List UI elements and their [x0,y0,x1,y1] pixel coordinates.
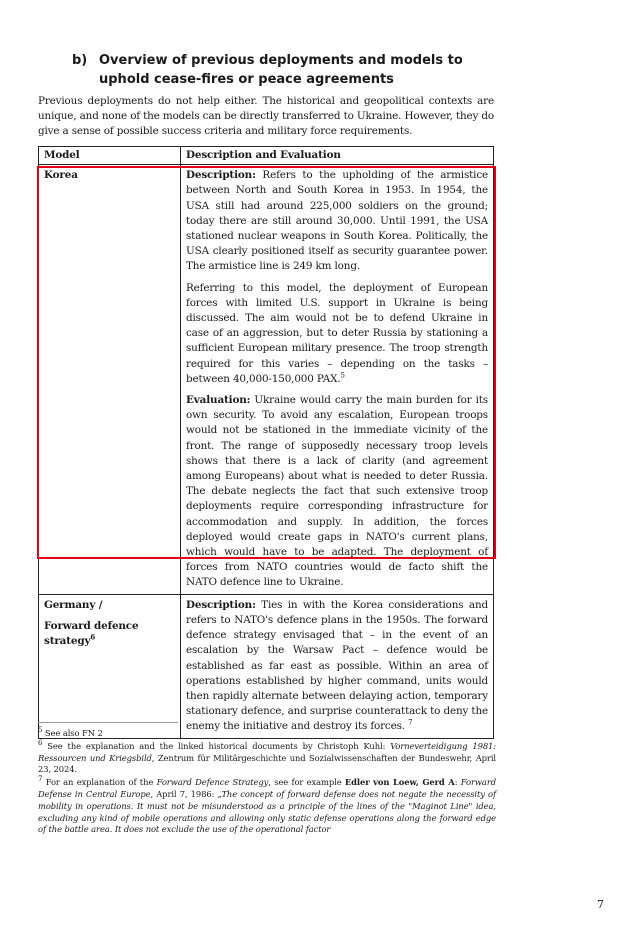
section-heading [72,51,502,89]
evaluation-text: Ukraine would carry the main burden for its own security. To avoid any escalation, European troops would not be stationed in the immediate vicinity of the front. The range of supposedly necessary troop levels shows that there is a lack of clarity (and agreement among Europeans) about what is needed to deter Russia. The debate neglects the fact that such extensive troop deployments require corresponding infrastructure for accommodation and supply. In addition, the forces deployed would create gaps in NATO's current plans, which would have to be adapted. The deployment of forces from NATO countries would de facto shift the NATO defence line to Ukraine. [186,394,488,589]
model-name-forward-defence-text: Forward defence strategy [44,619,139,648]
model-name-germany: Germany / [44,598,103,611]
footnote-text: For an explanation of the [45,777,157,788]
footnote-quote: „The concept of forward defense does not negate the necessity of mobility in operations. It must not be misunderstood as a principle of the lines of the "Maginot Line" idea, excluding any kind of mobile operations and allowing only static defense operations along the forward edge of the battle area. It does not exclude the use of the operational factor [38,788,496,835]
header-description: Description and Evaluation [181,147,494,165]
description-text: Refers to the upholding of the armistice between North and South Korea in 1953. In 1954, the USA still had around 225,000 soldiers on the ground; today there are still around 30,000. Until 1991, the USA stationed nuclear weapons in South Korea. Politically, the USA clearly positioned itself as security guarantee power. The armistice line is 249 km long. [186,169,488,273]
table-row-germany [39,594,494,738]
footnote-text: , see for example [268,777,345,788]
footnote-text: , April 7, 1986: [150,788,218,799]
section-title: Overview of previous deployments and models to uphold cease-fires or peace agreements [99,53,463,87]
footnote-ref-6[interactable]: 6 [90,632,96,642]
footnote-italic: Forward Defence Strategy [156,777,269,788]
footnote-text: , Zentrum für Militärgeschichte und Sozialwissenschaften der Bundeswehr, April 23, 2024. [38,752,496,775]
description-cell [181,594,494,738]
table-header-row [39,147,494,165]
footnote-mark: 7 [38,775,43,784]
footnote-source-title: Vorneverteidigung 1981: Ressourcen und Kriegsbild [38,740,497,763]
extra-text: Referring to this model, the deployment of European forces with limited U.S. support in Ukraine is being discussed. The aim would not be to defend Ukraine in case of an aggression, but to deter Russia by stationing a sufficient European military presence. The troop strength required for this varies – depending on the tasks – between 40,000-150,000 PAX. [186,281,488,385]
footnote-text: See the explanation and the linked historical documents by Christoph Kuhl: [47,740,391,751]
footnotes [38,728,496,837]
description-cell [181,165,494,594]
germany-description [186,598,488,735]
model-cell [39,594,181,738]
model-name-forward-defence [44,619,175,649]
description-text: Ties in with the Korea considerations and refers to NATO's defence plans in the 1950s. The forward defence strategy envisaged that – in the event of an escalation by the Warsaw Pact – defence would be established as far east as possible. Within an area of operations established by higher command, units would then rapidly alternate between delaying action, temporary stationary defence, and surprise counterattack to deny the enemy the initiative and destroy its forces. [186,598,488,733]
models-table [38,146,494,739]
footnote-source-title: Forward Defense in Central Europe [38,777,496,799]
footnote-text: See also FN 2 [44,728,103,738]
table-row-korea [39,165,494,594]
footnote-7 [38,777,496,836]
footnote-divider [38,722,178,723]
description-label: Description: [186,598,256,611]
footnote-5 [38,728,496,740]
korea-extra [186,281,488,387]
model-cell [39,165,181,594]
footnote-mark: 6 [38,739,43,747]
intro-paragraph: Previous deployments do not help either. The historical and geopolitical contexts are unique, and none of the models can be directly transferred to Ukraine. However, they do give a sense of possible success criteria and military force requirements. [38,95,494,138]
footnote-ref-5[interactable]: 5 [340,371,345,380]
description-label: Description: [186,169,256,182]
footnote-6 [38,741,496,776]
evaluation-label: Evaluation: [186,394,251,407]
korea-evaluation [186,393,488,591]
korea-description [186,168,488,274]
footnote-mark: 5 [38,726,43,735]
footnote-ref-7[interactable]: 7 [408,718,413,727]
section-number: b) [72,53,88,68]
header-model: Model [39,147,181,165]
model-name-korea: Korea [44,169,78,182]
page-number: 7 [597,898,604,911]
footnote-text: : [454,777,461,788]
footnote-author: Edler von Loew, Gerd A [344,777,455,788]
